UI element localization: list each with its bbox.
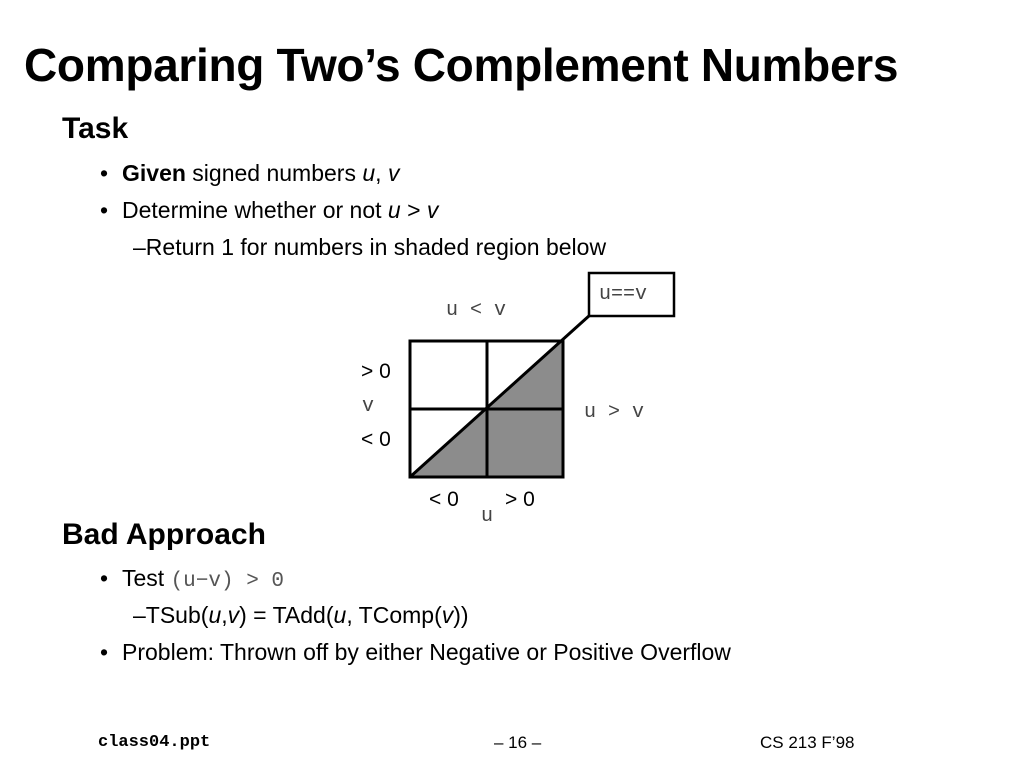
bullet-dot: • — [100, 160, 109, 186]
bullet-dot: • — [100, 639, 109, 665]
label-u-lt-v: u < v — [446, 299, 507, 322]
label-u-axis: u — [481, 505, 494, 528]
sub-bullet-tsub — [133, 602, 469, 629]
footer-page-number: – 16 – — [494, 733, 542, 752]
bullet-problem — [100, 639, 731, 666]
slide-title: Comparing Two’s Complement Numbers — [24, 39, 899, 91]
tadd-u: u — [333, 602, 347, 628]
tsub-comma: , — [221, 602, 228, 628]
label-v-pos: > 0 — [361, 360, 391, 383]
bullet-test — [100, 565, 284, 593]
task-heading: Task — [62, 112, 129, 145]
tadd-mid: , TComp( — [346, 602, 442, 628]
label-v-axis: v — [362, 395, 375, 418]
problem-text: Problem: Thrown off by either Negative or Positive Overflow — [122, 639, 731, 665]
dash-mark: – — [133, 234, 146, 260]
determine-op: > — [400, 197, 427, 223]
test-label: Test — [122, 565, 171, 591]
label-u-eq-v: u==v — [599, 283, 648, 306]
label-u-gt-v: u > v — [584, 401, 645, 424]
determine-u: u — [387, 197, 401, 223]
given-text: signed numbers — [185, 160, 363, 186]
given-sep: , — [375, 160, 388, 186]
given-v: v — [387, 160, 400, 186]
tsub-mid: ) = TAdd( — [239, 602, 334, 628]
bullet-dot: • — [100, 197, 109, 223]
label-v-neg: < 0 — [361, 428, 391, 451]
bad-approach-heading: Bad Approach — [62, 518, 266, 551]
given-bold: Given — [122, 160, 186, 186]
label-u-neg: < 0 — [429, 488, 459, 511]
test-code: (u−v) > 0 — [170, 570, 284, 593]
tsub-u: u — [208, 602, 222, 628]
bullet-dot: • — [100, 565, 109, 591]
tcomp-v: v — [441, 602, 454, 628]
footer-course: CS 213 F’98 — [760, 733, 855, 752]
dash-mark: – — [133, 602, 146, 628]
footer-filename: class04.ppt — [98, 733, 211, 752]
label-u-pos: > 0 — [505, 488, 535, 511]
tsub-v: v — [227, 602, 240, 628]
given-u: u — [362, 160, 376, 186]
return-text: Return 1 for numbers in shaded region below — [145, 234, 607, 260]
determine-v: v — [426, 197, 439, 223]
tadd-end: )) — [453, 602, 469, 628]
determine-text: Determine whether or not — [122, 197, 388, 223]
tsub-prefix: TSub( — [145, 602, 209, 628]
